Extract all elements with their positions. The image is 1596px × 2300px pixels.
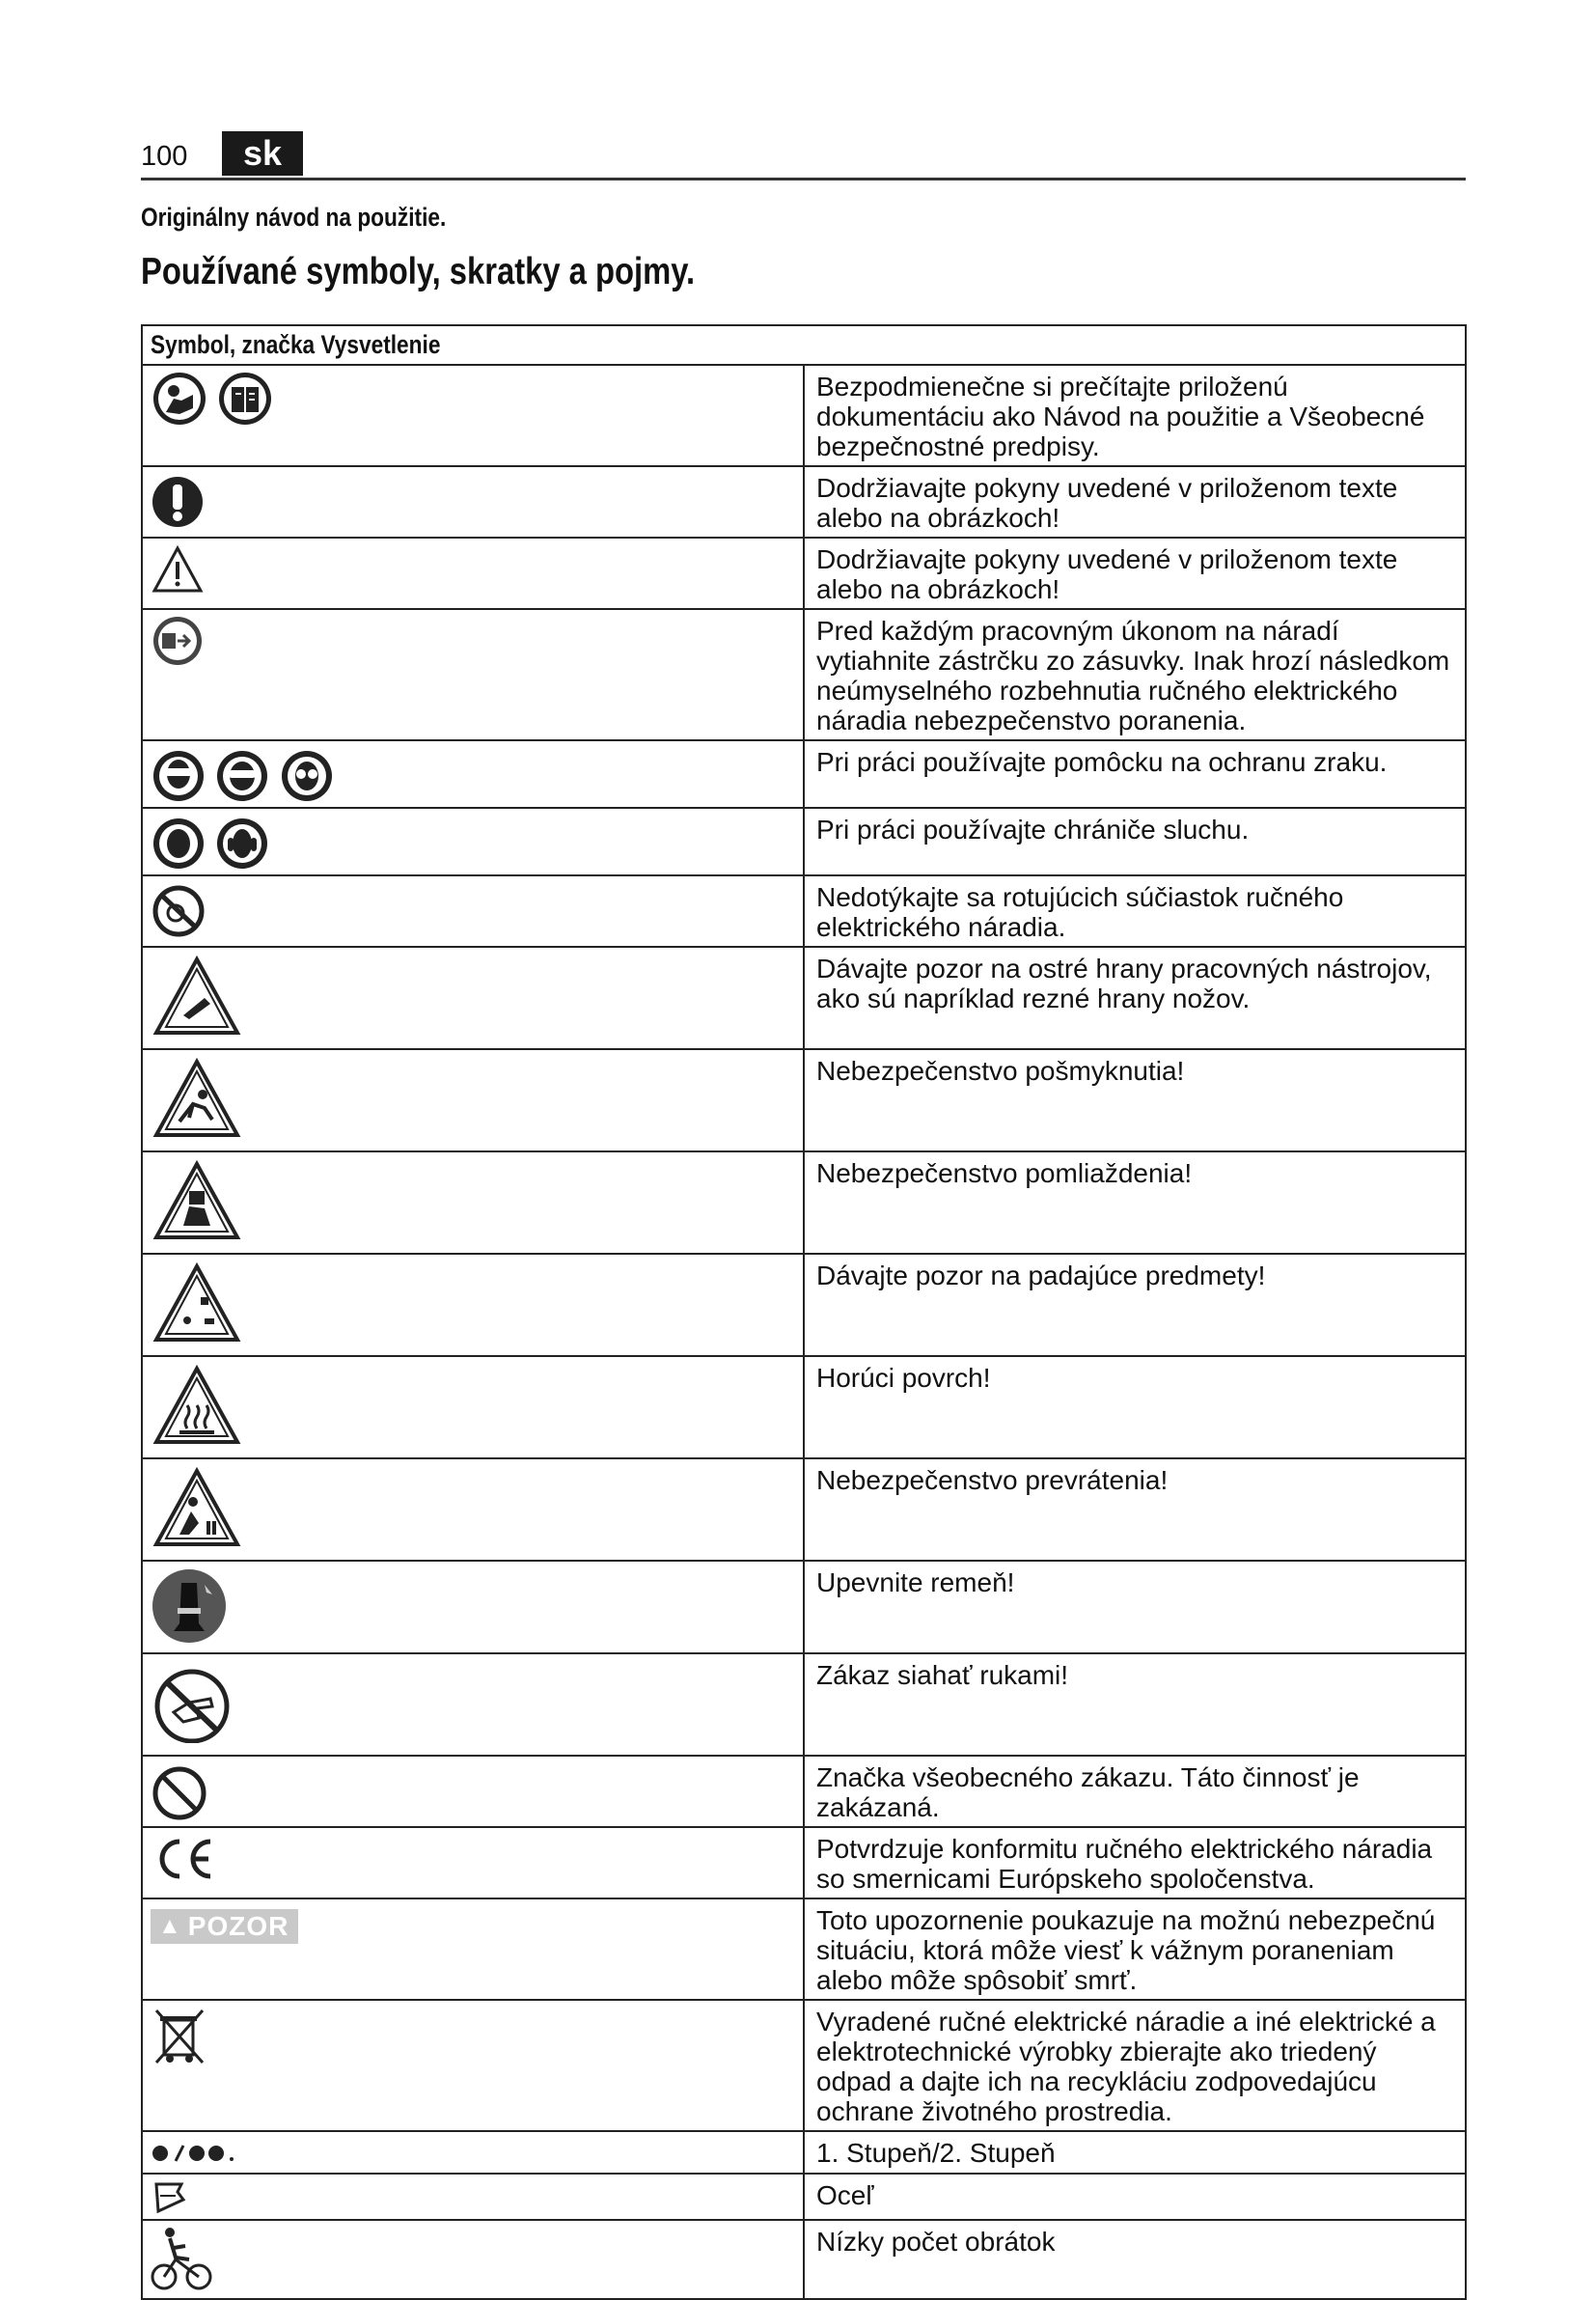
- symbols-table: [141, 324, 1467, 2300]
- row-description: Nedotýkajte sa rotujúcich súčiastok ručného elektrického náradia.: [804, 875, 1466, 947]
- page-number: 100: [141, 141, 188, 172]
- row-description: Nebezpečenstvo pošmyknutia!: [804, 1049, 1466, 1151]
- table-row: [142, 2220, 1466, 2299]
- falling-objects-icon: [151, 1259, 243, 1347]
- prohibition-icon: [151, 1760, 208, 1820]
- row-description: Oceľ: [804, 2174, 1466, 2220]
- row-description: Dodržiavajte pokyny uvedené v priloženom texte alebo na obrázkoch!: [804, 466, 1466, 538]
- ear-protection-icon: [151, 813, 206, 871]
- fasten-strap-icon: [151, 1566, 228, 1647]
- read-manual-icon: [151, 370, 208, 428]
- crush-hazard-icon: [151, 1156, 243, 1245]
- table-row: [142, 365, 1466, 466]
- row-description: Nízky počet obrátok: [804, 2220, 1466, 2299]
- row-description: Pred každým pracovným úkonom na náradí vytiahnite zástrčku zo zásuvky. Inak hrozí následkom neúmyselného rozbehnutia ručného elektrického náradia nebezpečenstvo poranenia.: [804, 609, 1466, 740]
- unplug-icon: [151, 614, 205, 672]
- stage-dots-icon: [151, 2136, 237, 2167]
- safety-goggles-icon: [214, 745, 270, 803]
- table-row: [142, 1151, 1466, 1254]
- row-description: Bezpodmienečne si prečítajte priloženú dokumentáciu ako Návod na použitie a Všeobecné bezpečnostné predpisy.: [804, 365, 1466, 466]
- table-row: [142, 1756, 1466, 1827]
- table-row: [142, 2131, 1466, 2174]
- warning-triangle-icon: [151, 542, 205, 596]
- no-touch-rotating-icon: [151, 880, 206, 938]
- row-description: Dodržiavajte pokyny uvedené v priloženom texte alebo na obrázkoch!: [804, 538, 1466, 609]
- low-speed-icon: [151, 2225, 214, 2294]
- row-description: Vyradené ručné elektrické náradie a iné elektrické a elektrotechnické výrobky zbierajte ako triedený odpad a dajte ich na recykláciu zodpovedajúcu ochrane životného prostredia.: [804, 2000, 1466, 2131]
- table-row: [142, 1827, 1466, 1898]
- table-row: [142, 1561, 1466, 1653]
- slip-hazard-icon: [151, 1054, 243, 1143]
- ce-mark-icon: [151, 1832, 218, 1886]
- document-subtitle: Originálny návod na použitie.: [141, 203, 447, 232]
- table-row: [142, 538, 1466, 609]
- table-row: [142, 947, 1466, 1049]
- safety-glasses-icon: [279, 745, 335, 803]
- manual-book-icon: [216, 370, 274, 428]
- row-description: Pri práci používajte chrániče sluchu.: [804, 808, 1466, 875]
- hot-surface-icon: [151, 1361, 243, 1450]
- table-row: [142, 1049, 1466, 1151]
- table-row: [142, 609, 1466, 740]
- language-tag: sk: [222, 131, 303, 176]
- table-row: [142, 740, 1466, 808]
- row-description: Toto upozornenie poukazuje na možnú nebezpečnú situáciu, ktorá môže viesť k vážnym poraneniam alebo môže spôsobiť smrť.: [804, 1898, 1466, 2000]
- mandatory-exclamation-icon: [151, 471, 205, 529]
- row-description: Značka všeobecného zákazu. Táto činnosť je zakázaná.: [804, 1756, 1466, 1827]
- sharp-edges-warning-icon: [151, 952, 243, 1040]
- table-row: [142, 2000, 1466, 2131]
- tipping-hazard-icon: [151, 1463, 243, 1552]
- row-description: Potvrdzuje konformitu ručného elektrického náradia so smernicami Európskeho spoločenstva.: [804, 1827, 1466, 1898]
- table-row: [142, 2174, 1466, 2220]
- pozor-label: ▲ POZOR: [151, 1909, 298, 1944]
- ear-muffs-icon: [214, 813, 270, 871]
- row-description: Nebezpečenstvo pomliaždenia!: [804, 1151, 1466, 1254]
- table-row: [142, 466, 1466, 538]
- page-title: Používané symboly, skratky a pojmy.: [141, 251, 696, 292]
- table-row: [142, 1653, 1466, 1756]
- row-description: Pri práci používajte pomôcku na ochranu zraku.: [804, 740, 1466, 808]
- steel-icon: [151, 2178, 189, 2215]
- row-description: Upevnite remeň!: [804, 1561, 1466, 1653]
- row-description: Nebezpečenstvo prevrátenia!: [804, 1458, 1466, 1561]
- table-row: [142, 875, 1466, 947]
- table-row: [142, 1898, 1466, 2000]
- no-hands-icon: [151, 1658, 234, 1743]
- table-row: [142, 1254, 1466, 1356]
- row-description: Dávajte pozor na ostré hrany pracovných nástrojov, ako sú napríklad rezné hrany nožov.: [804, 947, 1466, 1049]
- face-shield-icon: [151, 745, 206, 803]
- table-row: [142, 1356, 1466, 1458]
- weee-bin-icon: [151, 2005, 208, 2066]
- row-description: Zákaz siahať rukami!: [804, 1653, 1466, 1756]
- row-description: 1. Stupeň/2. Stupeň: [804, 2131, 1466, 2174]
- row-description: Dávajte pozor na padajúce predmety!: [804, 1254, 1466, 1356]
- page-header: [141, 127, 1466, 180]
- row-description: Horúci povrch!: [804, 1356, 1466, 1458]
- table-header: Symbol, značka Vysvetlenie: [142, 325, 1466, 365]
- table-row: [142, 808, 1466, 875]
- table-row: [142, 1458, 1466, 1561]
- warning-triangle-icon: ▲: [158, 1913, 182, 1939]
